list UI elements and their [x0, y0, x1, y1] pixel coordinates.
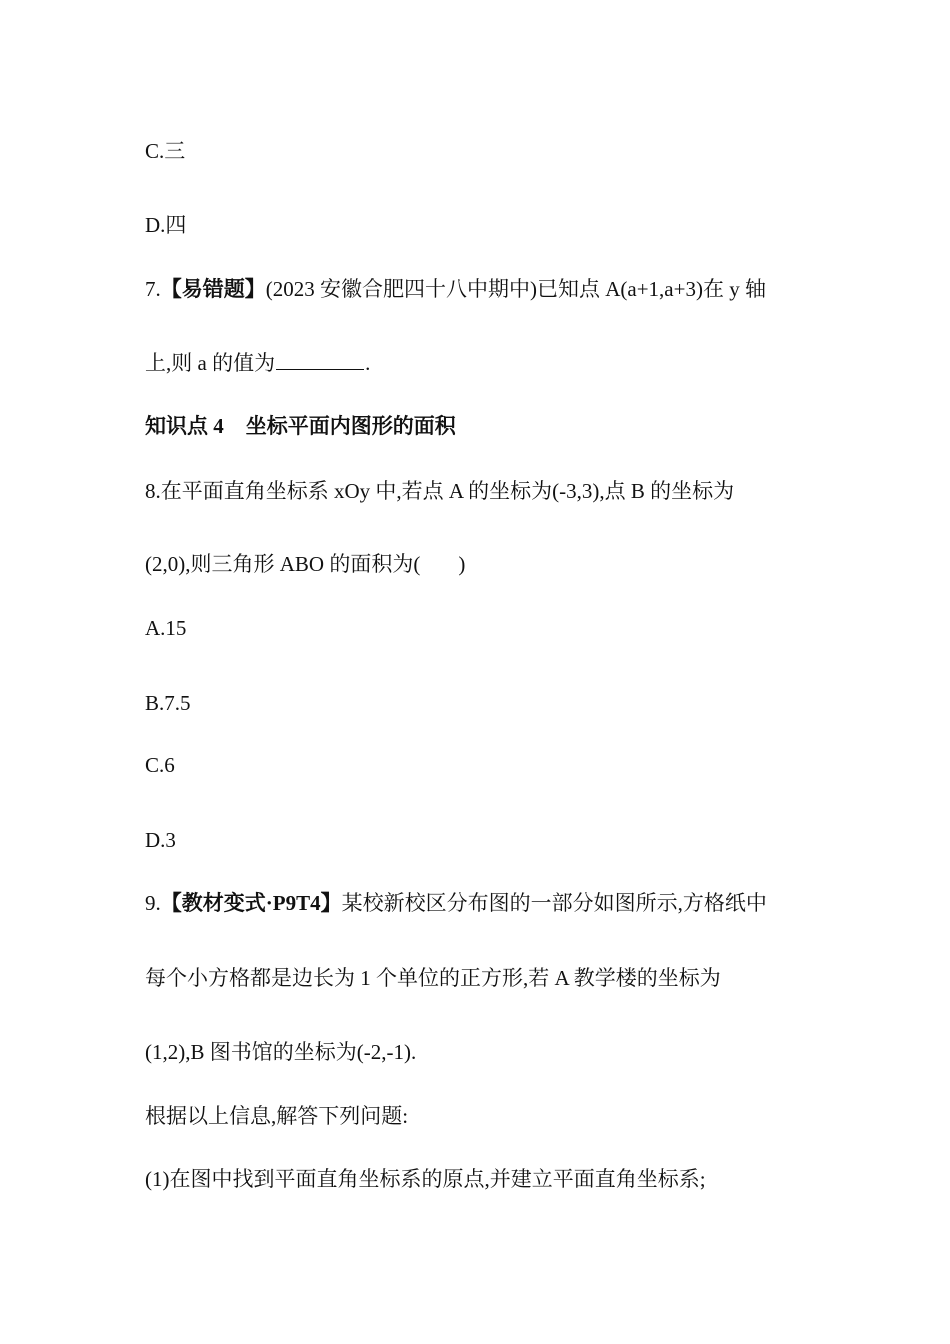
question-7-text-2-end: . [365, 351, 371, 375]
question-9-line-3: (1,2),B 图书馆的坐标为(-2,-1). [145, 1040, 417, 1064]
question-7-tag: 【易错题】 [160, 277, 266, 301]
question-9-line-2: 每个小方格都是边长为 1 个单位的正方形,若 A 教学楼的坐标为 [145, 966, 721, 990]
option-b: B.7.5 [145, 691, 191, 715]
question-8-text-2-end: ) [458, 552, 466, 576]
section-label: 知识点 4 [145, 414, 224, 438]
question-8-line-1: 8.在平面直角坐标系 xOy 中,若点 A 的坐标为(-3,3),点 B 的坐标为 [145, 479, 735, 503]
question-8-line-2 [145, 551, 465, 577]
question-7-number: 7. [145, 277, 161, 301]
question-9-line-1 [145, 890, 767, 916]
option-d-prev: D.四 [145, 213, 187, 237]
question-9-line-4: 根据以上信息,解答下列问题: [145, 1104, 409, 1128]
question-7-text-2: 上,则 a 的值为 [145, 351, 276, 375]
question-9-number: 9. [145, 891, 161, 915]
question-7-line-1 [145, 276, 766, 302]
question-9-tag: 【教材变式·P9T4】 [160, 891, 342, 915]
section-title: 坐标平面内图形的面积 [245, 414, 456, 438]
option-c: C.6 [145, 753, 175, 777]
section-heading [145, 413, 456, 439]
question-7-text-1: (2023 安徽合肥四十八中期中)已知点 A(a+1,a+3)在 y 轴 [265, 277, 766, 301]
option-c-prev: C.三 [145, 139, 186, 163]
answer-blank[interactable] [276, 351, 364, 370]
question-9-line-5: (1)在图中找到平面直角坐标系的原点,并建立平面直角坐标系; [145, 1167, 706, 1191]
option-d: D.3 [145, 828, 176, 852]
question-7-line-2 [145, 350, 370, 376]
question-8-text-2: (2,0),则三角形 ABO 的面积为( [145, 552, 421, 576]
option-a: A.15 [145, 616, 187, 640]
question-9-text-1: 某校新校区分布图的一部分如图所示,方格纸中 [341, 891, 767, 915]
